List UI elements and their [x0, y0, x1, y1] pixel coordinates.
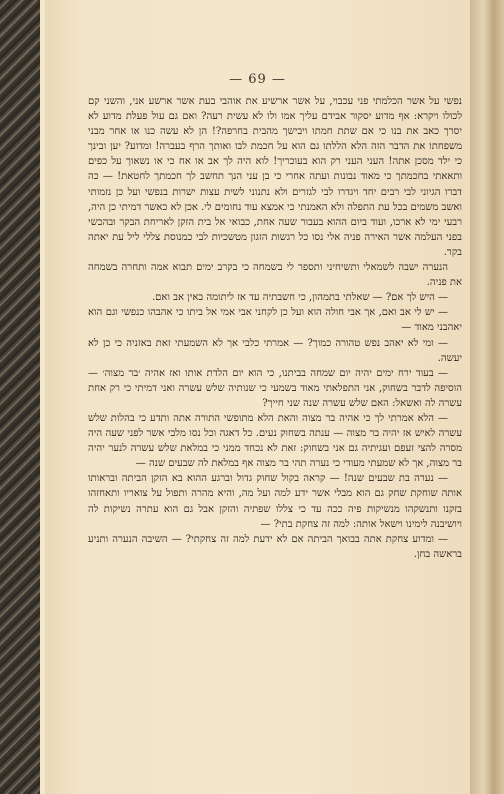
paragraph: נפשי על אשר הכלמתי פני עכבוי, על אשר ארשיע את אוהבי בעת אשר ארשע אני, והשני קם לכולו ויקרא: אף מדוע יסקור אבידם עליך אמו ולו לא עשית רעה? ואם גם עול פעלת מדוע לא יסרך כאב את בנו כי אם שתת חמתו ויבישך מהבית בחרפה?! הן לא עשה כנו או אחר מבני משפחתו את הדבר הזה הלא הללתו גם הוא על חכמת לבו ואותך הרף בעברה! ומדוע? יען ובינך כי ילד מסכן אתה! העני העני רק הוא בעוכריך! לוא היה לך אב או אח כי או נשאוך על כפים ותאאתי בחכמתך כי מאוד נבונות ועתה אחרי כי בן עני הנך תחשב לך חכמתך לחטאת! — כה דברו הגיוני לבי רבים יחד ויגדרו לבי לגזרים ולא נתנוני לשית עצות ישרות בנפשי ועל כן נזמותי ואשב משמים בכל עת התפלה ולא האמנתי כי אמצא עוד נחומים לי. אכן לא כאשר דמיתי כן היה, רבעי ימי לא ארכו, ועוד ביום ההוא בעבור שעה אחת, כבואי אל בית הזקן לאריחת הבקר ובהכשי בפני העלמה אשר האירה פניה אלי נסו כל רגשות הזגון מטשכיות לבי כמנוסת צללי ליל עת יאתה בקר. [88, 96, 462, 258]
next-page-edge [470, 0, 504, 794]
book-page [45, 0, 470, 794]
paragraph: — יש לי אב ואם, אך אבי חולה הוא ועל כן לקחני אבי אמי אל ביתו כי אהבהו כנפשי וגם הוא יאהבני מאוד — [88, 307, 462, 334]
page-number: — 69 — [229, 72, 286, 87]
paragraph: — ומי לא יאהב נפש טהורה כמוך? — אמרתי כלבי אך לא השמעתי זאת באזניה כי כן לא יעשה. [88, 337, 462, 364]
paragraph: — היש לך אם? — שאלתי בתמהון, כי חשבתיה עד אז ליתומה באין אב ואם. [152, 292, 448, 304]
paragraph: הנערה ישבה לשמאלי ותשיחיני ותספר לי בשמחה כי בקרב ימים תבוא אמה ותחרה בשמחה את פניה. [88, 262, 462, 289]
book-binding [0, 0, 40, 794]
paragraph: — הלא אמרתי לך כי אהיה בר מצוה והאת הלא מתופשי התורה אתה ותדע כי בהלות שלש עשרה לאיש אז יהיה בר מצוה — ענתה בשחוק נעים. כל דאגה וכל נסו מלבי אשר לפני שעה היה מסרה להצי זעפם ועגיתיה גם אני בשחוק: זאת לא נכחד ממני כי במלאת שלש עשרה לנער יהיה בר מצוה, אך לא שמעתי מעודי כי נערה תהי בר מצוה אף במלאת לה שבעים שנה — [88, 412, 462, 470]
paragraph: — נערה בת שבעים שנה! — קראה בקול שחוק גדול וברגע ההוא בא הזקן הביתה ובראותו אותה שוחקת שחק גם הוא מבלי אשר ידע למה ועל מה, והיא מהרה ותפול על צואריו ותאחזהו בזקנו ותנשקהו מנשיקות פיה ככה עד כי צללו שפתיה והזקן אבל גם הוא עתרה נשיקות לה ויושיבנה לימינו וישאל אותה: למה זה צחקת בתי? — [88, 473, 462, 530]
page-text [88, 94, 462, 562]
paragraph: — בעוד ירח ימים יהיה יום שמחה בביתנו, כי הוא יום הלדת אותו ואז אהיה ׳בר מצוה׳ — הוסיפה לדבר בשחוק, אני התפלאתי מאוד בשמעי כי שנותיה שלש עשרה ואני דמיתי כי רק אחת עשרה לה ואשאל: האם שלש עשרה שנה שני חייך? [88, 367, 462, 409]
paragraph: — ומדוע צחקת אתה בבואך הביתה אם לא ידעת למה זה צחקתי? — השיבה הנערה ותניע בראשה בחן. [88, 533, 462, 560]
